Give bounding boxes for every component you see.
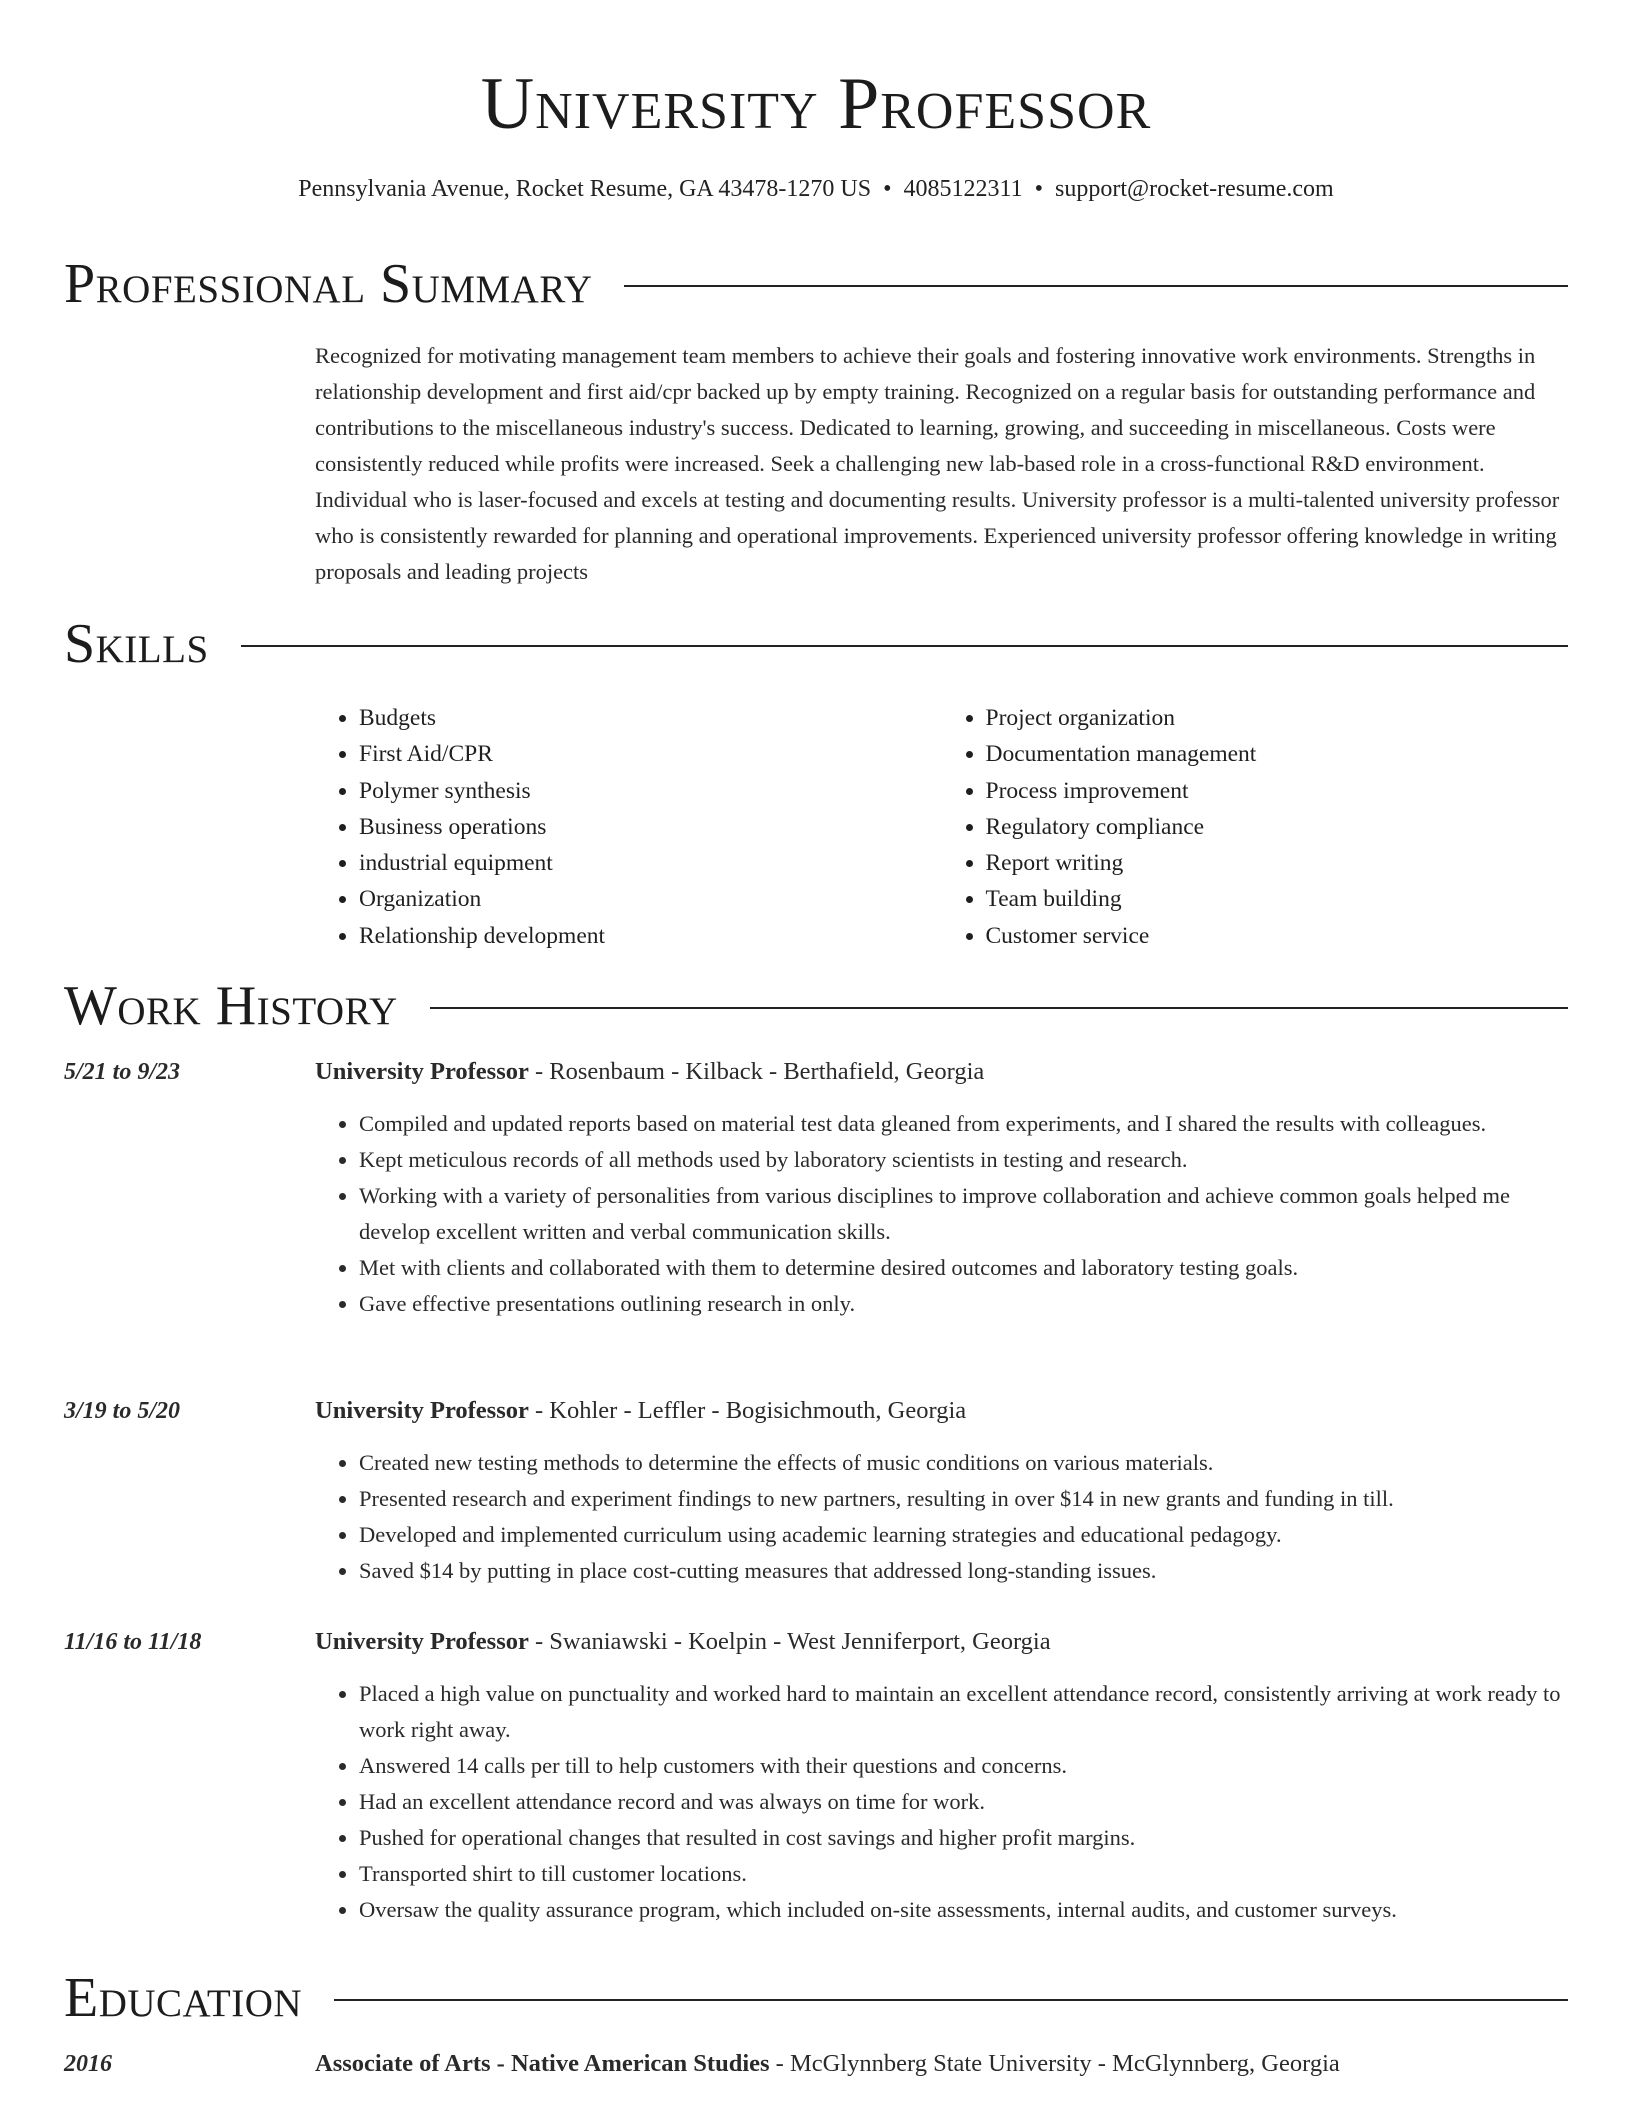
job-bullets (315, 1445, 1568, 1589)
contact-line (0, 174, 1632, 204)
job-bullet: • Met with clients and collaborated with them to determine desired outcomes and laboratory testing goals. (359, 1250, 1568, 1286)
education-degree: Associate of Arts - Native American Studies (315, 2050, 770, 2077)
skill-item: • Polymer synthesis (359, 773, 942, 809)
job-dates: 5/21 to 9/23 (64, 1059, 181, 1085)
skill-item: • Customer service (986, 918, 1569, 954)
skill-item: • Business operations (359, 809, 942, 845)
page-title: University Professor (480, 63, 1152, 145)
job-bullet: • Placed a high value on punctuality and worked hard to maintain an excellent attendance record, consistently arriving at work ready to work right away. (359, 1676, 1568, 1748)
job-bullet: • Pushed for operational changes that resulted in cost savings and higher profit margins. (359, 1820, 1568, 1856)
summary-section-header (64, 252, 1568, 316)
work-section-header (64, 974, 1568, 1038)
skill-item: • industrial equipment (359, 845, 942, 881)
skill-item: • Project organization (986, 700, 1569, 736)
section-divider (334, 1999, 1568, 2001)
job-bullet: • Presented research and experiment findings to new partners, resulting in over $14 in new grants and funding in till. (359, 1481, 1568, 1517)
skill-item: • First Aid/CPR (359, 736, 942, 772)
skill-item: • Relationship development (359, 918, 942, 954)
job-employer: - Rosenbaum - Kilback - Berthafield, Georgia (528, 1058, 985, 1085)
separator-dot: • (1034, 176, 1044, 202)
work-heading: Work History (64, 975, 398, 1037)
section-divider (430, 1007, 1568, 1009)
job-dates: 11/16 to 11/18 (64, 1629, 202, 1655)
skill-item: • Process improvement (986, 773, 1569, 809)
job-entry (64, 1058, 1568, 1322)
education-school: - McGlynnberg State University - McGlynnberg, Georgia (769, 2050, 1340, 2077)
job-title-line (315, 1058, 984, 1086)
job-entry (64, 1397, 1568, 1589)
summary-text: Recognized for motivating management team members to achieve their goals and fostering innovative work environments. Strengths in relationship development and first aid/cpr backed up by empty training. Recognized on a regular basis for outstanding performance and contributions to the miscellaneous industry's success. Dedicated to learning, growing, and succeeding in miscellaneous. Costs were consistently reduced while profits were increased. Seek a challenging new lab-based role in a cross-functional R&D environment. Individual who is laser-focused and excels at testing and documenting results. University professor is a multi-talented university professor who is consistently rewarded for planning and operational improvements. Experienced university professor offering knowledge in writing proposals and leading projects (315, 343, 1560, 584)
job-employer: - Kohler - Leffler - Bogisichmouth, Georgia (528, 1397, 967, 1424)
job-bullet: • Kept meticulous records of all methods used by laboratory scientists in testing and research. (359, 1142, 1568, 1178)
job-bullet: • Developed and implemented curriculum using academic learning strategies and educational pedagogy. (359, 1517, 1568, 1553)
skills-column-right (942, 700, 1569, 954)
job-bullet: • Created new testing methods to determine the effects of music conditions on various materials. (359, 1445, 1568, 1481)
skills-column-left (315, 700, 942, 954)
skills-heading: Skills (64, 613, 209, 675)
education-section-header (64, 1966, 1568, 2030)
job-bullet: • Oversaw the quality assurance program, which included on-site assessments, internal audits, and customer surveys. (359, 1892, 1568, 1928)
section-divider (624, 285, 1568, 287)
skill-item: • Budgets (359, 700, 942, 736)
job-bullet: • Had an excellent attendance record and was always on time for work. (359, 1784, 1568, 1820)
job-bullet: • Working with a variety of personalities from various disciplines to improve collaboration and achieve common goals helped me develop excellent written and verbal communication skills. (359, 1178, 1568, 1250)
phone-text: 4085122311 (903, 176, 1023, 202)
job-dates: 3/19 to 5/20 (64, 1398, 181, 1424)
education-year: 2016 (64, 2051, 112, 2077)
skill-item: • Team building (986, 881, 1569, 917)
skills-section-header (64, 612, 1568, 676)
skills-list (315, 700, 1568, 954)
job-bullets (315, 1676, 1568, 1928)
skill-item: • Report writing (986, 845, 1569, 881)
job-title-line (315, 1628, 1051, 1656)
job-bullet: • Gave effective presentations outlining research in only. (359, 1286, 1568, 1322)
education-heading: Education (64, 1967, 303, 2029)
job-employer: - Swaniawski - Koelpin - West Jenniferport, Georgia (528, 1628, 1051, 1655)
job-bullet: • Answered 14 calls per till to help customers with their questions and concerns. (359, 1748, 1568, 1784)
summary-heading: Professional Summary (64, 253, 593, 315)
job-title-line (315, 1397, 966, 1425)
job-title: University Professor (315, 1628, 529, 1655)
separator-dot: • (883, 176, 892, 202)
skill-item: • Regulatory compliance (986, 809, 1569, 845)
job-title: University Professor (315, 1058, 529, 1085)
email-text: support@rocket-resume.com (1055, 176, 1334, 202)
section-divider (241, 645, 1568, 647)
job-title: University Professor (315, 1397, 529, 1424)
job-entry (64, 1628, 1568, 1928)
job-bullet: • Transported shirt to till customer locations. (359, 1856, 1568, 1892)
education-entry (64, 2050, 1568, 2078)
education-line (315, 2050, 1340, 2078)
address-text: Pennsylvania Avenue, Rocket Resume, GA 43478-1270 US (298, 176, 872, 202)
skill-item: • Organization (359, 881, 942, 917)
job-bullet: • Saved $14 by putting in place cost-cutting measures that addressed long-standing issues. (359, 1553, 1568, 1589)
job-bullet: • Compiled and updated reports based on material test data gleaned from experiments, and I shared the results with colleagues. (359, 1106, 1568, 1142)
job-bullets (315, 1106, 1568, 1322)
skill-item: • Documentation management (986, 736, 1569, 772)
